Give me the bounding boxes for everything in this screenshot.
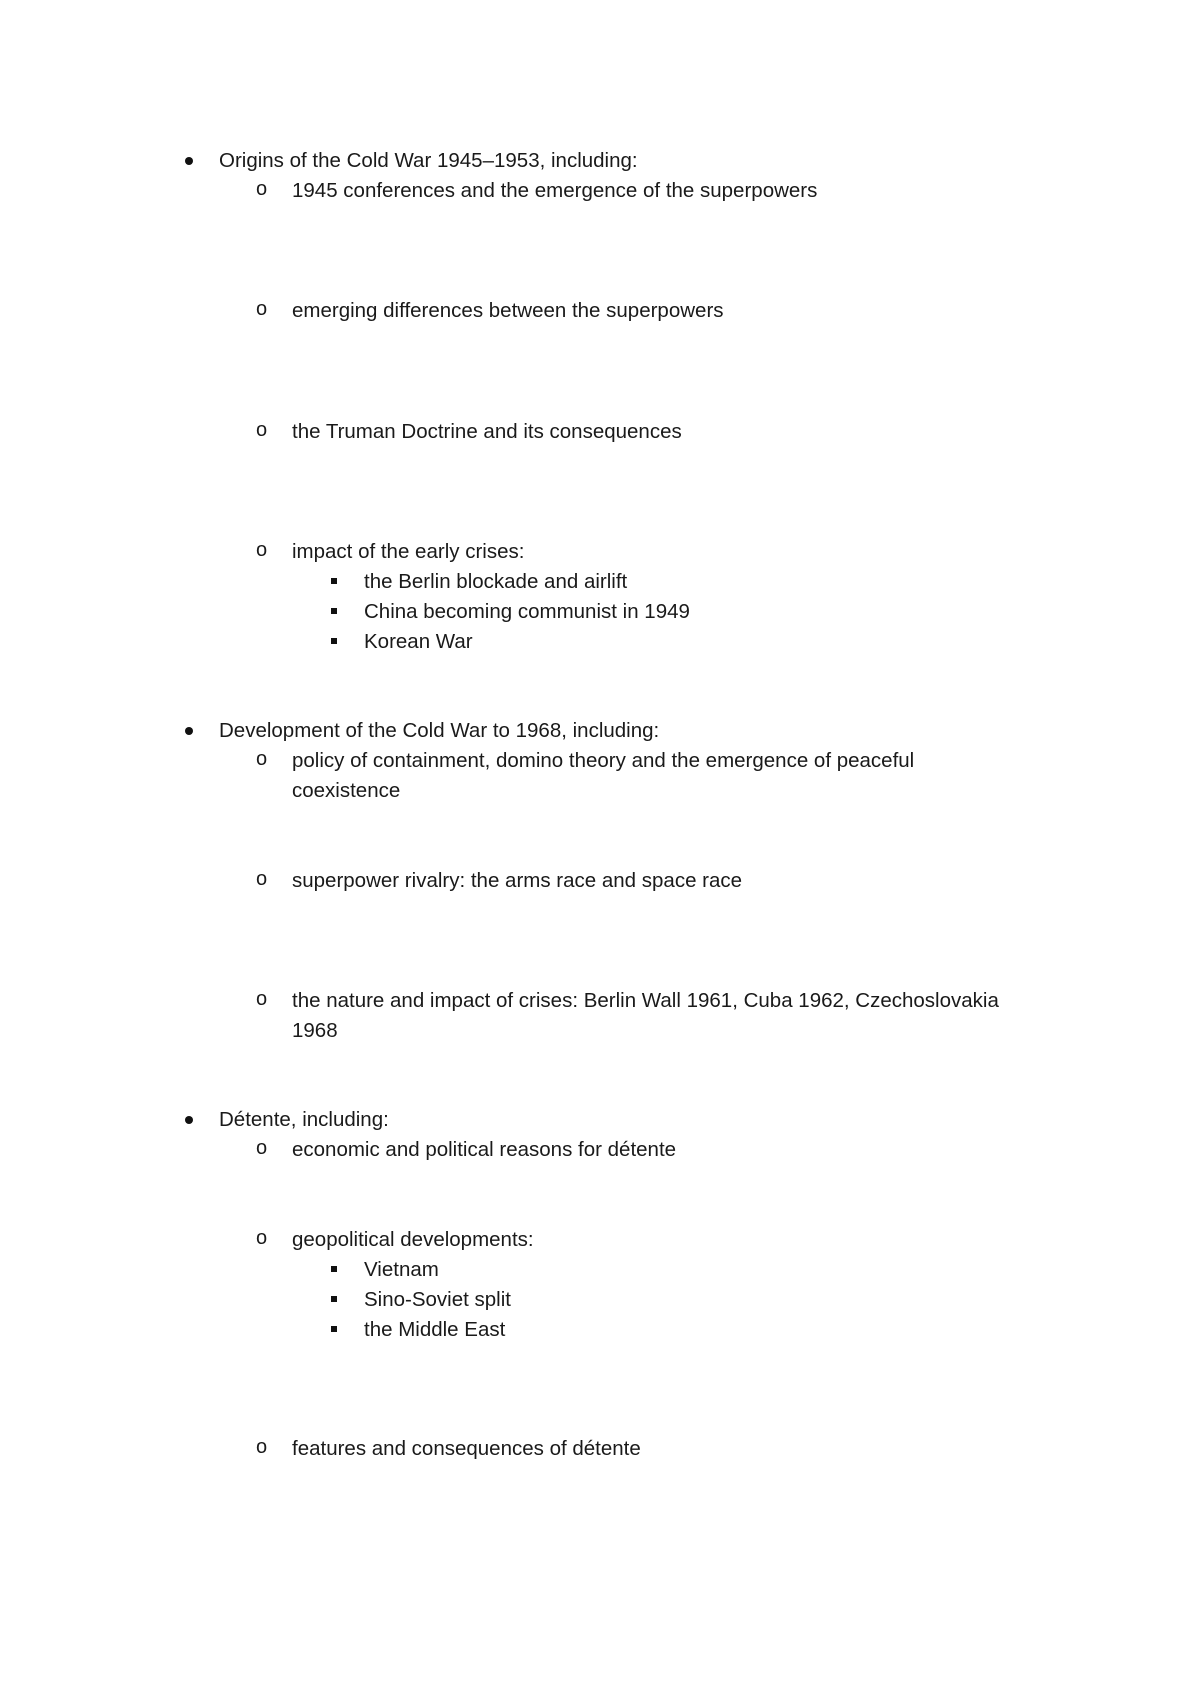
circle-bullet-icon: o: [256, 1137, 268, 1159]
circle-bullet-icon: o: [256, 298, 268, 320]
list-item-continuation: 1968: [292, 1019, 338, 1042]
square-bullet-icon: [331, 608, 337, 614]
square-bullet-icon: [331, 1326, 337, 1332]
sub-list-item: Sino-Soviet split: [364, 1288, 511, 1311]
list-item: superpower rivalry: the arms race and space race: [292, 869, 743, 892]
circle-bullet-icon: o: [256, 539, 268, 561]
bullet-icon: [185, 1116, 193, 1124]
list-item: the nature and impact of crises: Berlin Wall 1961, Cuba 1962, Czechoslovakia: [292, 989, 999, 1012]
circle-bullet-icon: o: [256, 1436, 268, 1458]
sub-list-item: Vietnam: [364, 1258, 439, 1281]
sub-list-item: the Berlin blockade and airlift: [364, 570, 628, 593]
sub-list-item: the Middle East: [364, 1318, 506, 1341]
list-item: geopolitical developments:: [292, 1228, 534, 1251]
bullet-icon: [185, 727, 193, 735]
list-item: policy of containment, domino theory and the emergence of peaceful: [292, 749, 915, 772]
circle-bullet-icon: o: [256, 748, 268, 770]
list-item: emerging differences between the superpowers: [292, 299, 724, 322]
bullet-icon: [185, 157, 193, 165]
circle-bullet-icon: o: [256, 1227, 268, 1249]
list-item: 1945 conferences and the emergence of the superpowers: [292, 179, 818, 202]
sub-list-item: Korean War: [364, 630, 473, 653]
list-item: the Truman Doctrine and its consequences: [292, 420, 682, 443]
sub-list-item: China becoming communist in 1949: [364, 600, 690, 623]
circle-bullet-icon: o: [256, 419, 268, 441]
circle-bullet-icon: o: [256, 178, 268, 200]
circle-bullet-icon: o: [256, 868, 268, 890]
list-item: impact of the early crises:: [292, 540, 525, 563]
list-item-continuation: coexistence: [292, 779, 401, 802]
circle-bullet-icon: o: [256, 988, 268, 1010]
square-bullet-icon: [331, 1296, 337, 1302]
list-item: features and consequences of détente: [292, 1437, 641, 1460]
section-heading: Détente, including:: [219, 1108, 389, 1131]
list-item: economic and political reasons for détente: [292, 1138, 677, 1161]
square-bullet-icon: [331, 578, 337, 584]
square-bullet-icon: [331, 638, 337, 644]
section-heading: Development of the Cold War to 1968, including:: [219, 719, 660, 742]
square-bullet-icon: [331, 1266, 337, 1272]
section-heading: Origins of the Cold War 1945–1953, including:: [219, 149, 638, 172]
